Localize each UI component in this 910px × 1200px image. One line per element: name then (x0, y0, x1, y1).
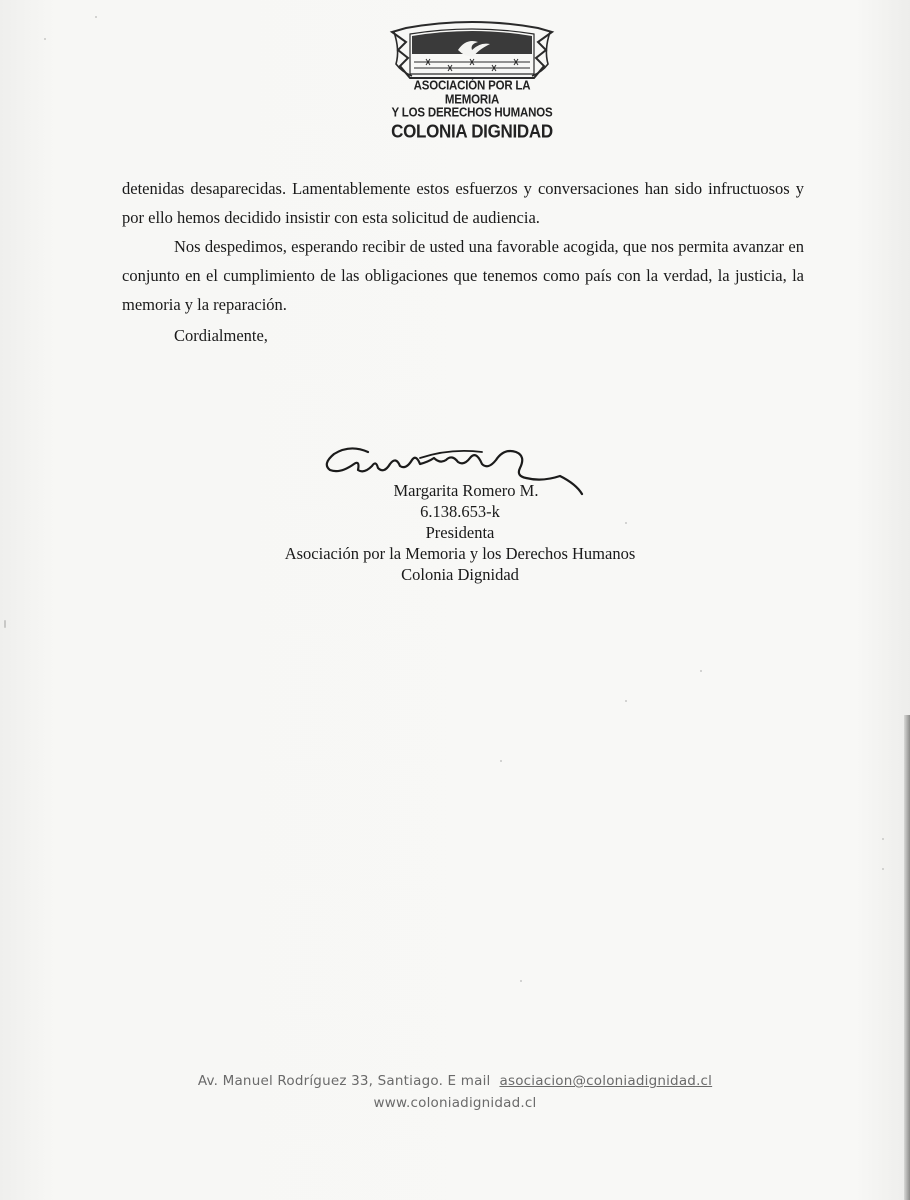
logo-emblem-icon (386, 20, 558, 82)
logo-line-1: ASOCIACIÓN POR LA MEMORIA (413, 79, 531, 107)
letter-footer (150, 1070, 760, 1114)
signature-block (200, 480, 720, 585)
closing-salutation: Cordialmente, (174, 326, 268, 345)
body-paragraph-1: detenidas desaparecidas. Lamentablemente estos esfuerzos y conversaciones han sido infructuosos y por ello hemos decidido insistir con esta solicitud de audiencia. (122, 179, 804, 227)
footer-website[interactable]: www.coloniadignidad.cl (373, 1095, 537, 1111)
footer-contact-line (150, 1070, 760, 1092)
body-paragraph-2: Nos despedimos, esperando recibir de usted una favorable acogida, que nos permita avanzar en conjunto en el cumplimiento de las obligaciones que tenemos como país con la verdad, la justicia, la memoria y la reparación. (122, 237, 804, 314)
organization-logo (386, 20, 558, 142)
footer-address: Av. Manuel Rodríguez 33, Santiago. E mail (197, 1073, 491, 1089)
logo-line-3: COLONIA DIGNIDAD (391, 120, 553, 142)
signatory-organization-line2: Colonia Dignidad (401, 565, 519, 584)
footer-email-link[interactable]: asociacion@coloniadignidad.cl (499, 1073, 713, 1089)
signatory-rut: 6.138.653-k (420, 502, 500, 521)
signatory-name: Margarita Romero M. (393, 481, 539, 500)
logo-line-2: Y LOS DERECHOS HUMANOS (391, 105, 553, 120)
signatory-organization: Asociación por la Memoria y los Derechos Humanos (284, 544, 636, 563)
page-edge-shadow (904, 715, 910, 1200)
letter-body (122, 174, 804, 350)
signatory-role: Presidenta (425, 523, 495, 542)
logo-text (386, 79, 558, 142)
